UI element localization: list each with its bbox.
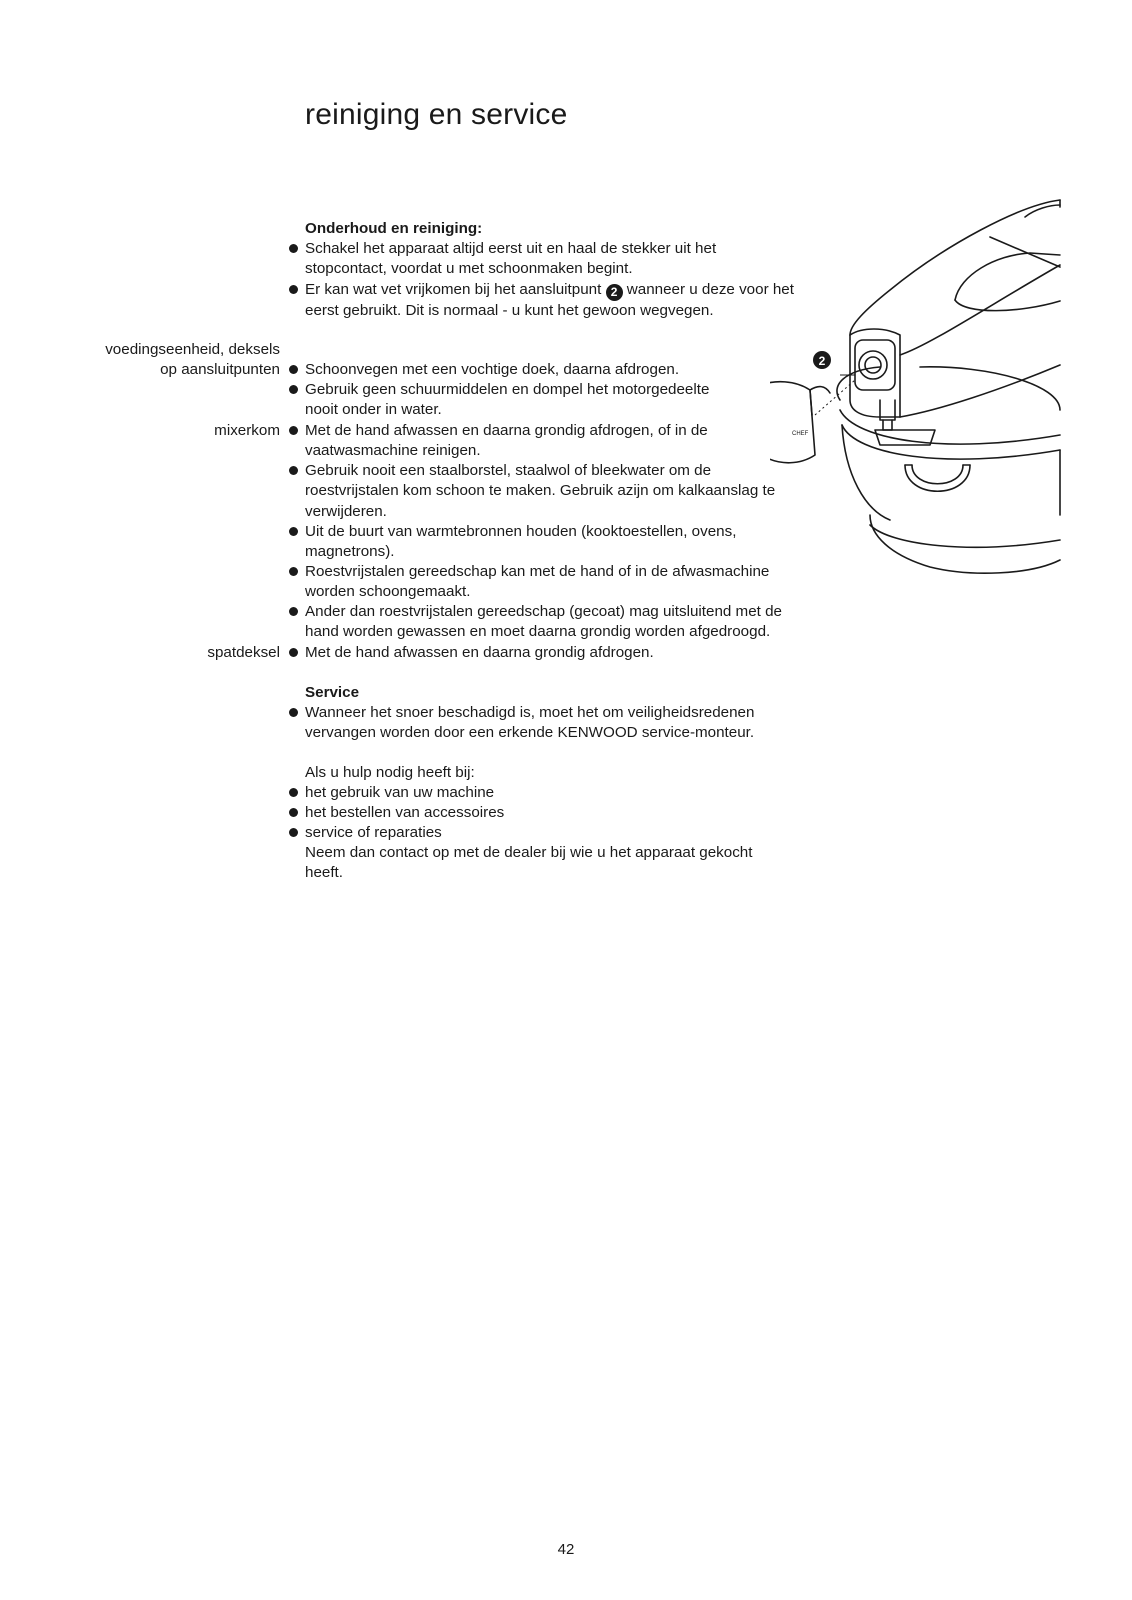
label-splash-guard: spatdeksel: [207, 644, 280, 661]
bullet: [288, 703, 300, 715]
list-item: Uit de buurt van warmtebronnen houden (kooktoestellen, ovens, magnetrons).: [305, 523, 737, 561]
closing-text: Neem dan contact op met de dealer bij wie u het apparaat gekocht heeft.: [305, 844, 753, 882]
maintenance-heading: Onderhoud en reiniging:: [305, 220, 483, 237]
bullet: [288, 461, 300, 473]
label-power-unit: voedingseenheid, deksels: [105, 341, 280, 358]
bullet: [288, 823, 300, 835]
callout-2-number: 2: [818, 354, 826, 368]
list-item: Schakel het apparaat altijd eerst uit en haal de stekker uit het stopcontact, voordat u met schoonmaken begint.: [305, 240, 717, 278]
label-power-unit-2: op aansluitpunten: [160, 361, 280, 378]
label-bowl: mixerkom: [214, 422, 280, 439]
list-item: het gebruik van uw machine: [305, 784, 495, 801]
list-item: Schoonvegen met een vochtige doek, daarna afdrogen.: [305, 361, 680, 378]
list-item: service of reparaties: [305, 824, 442, 841]
list-item: [305, 280, 805, 321]
list-item: Ander dan roestvrijstalen gereedschap (gecoat) mag uitsluitend met de hand worden gewassen en moet daarna grondig worden afgedroogd.: [305, 603, 782, 641]
list-item: Met de hand afwassen en daarna grondig afdrogen, of in de vaatwasmachine reinigen.: [305, 422, 708, 460]
bullet: [288, 783, 300, 795]
service-heading: Service: [305, 684, 360, 701]
bullet: [288, 643, 300, 655]
list-item: Gebruik geen schuurmiddelen en dompel het motorgedeelte nooit onder in water.: [305, 381, 710, 419]
list-item: Met de hand afwassen en daarna grondig afdrogen.: [305, 644, 654, 661]
stand-mixer-illustration: [770, 195, 1090, 595]
bullet: [288, 280, 300, 292]
brand-label: CHEF: [792, 431, 809, 437]
page-number: 42: [557, 1541, 575, 1558]
list-item-text: wanneer u deze voor het eerst gebruikt. Dit is normaal - u kunt het gewoon wegvegen.: [305, 281, 794, 319]
bullet: [288, 602, 300, 614]
list-item: Gebruik nooit een staalborstel, staalwol of bleekwater om de roestvrijstalen kom schoon te maken. Gebruik azijn om kalkaanslag te verwijderen.: [305, 462, 776, 520]
marker-2-icon: 2: [606, 284, 623, 301]
bullet: [288, 360, 300, 372]
list-item: het bestellen van accessoires: [305, 804, 505, 821]
help-intro: Als u hulp nodig heeft bij:: [305, 764, 475, 781]
bullet: [288, 239, 300, 251]
list-item-text: Er kan wat vet vrijkomen bij het aansluitpunt: [305, 281, 602, 298]
bullet: [288, 522, 300, 534]
bullet: [288, 803, 300, 815]
list-item: Roestvrijstalen gereedschap kan met de hand of in de afwasmachine worden schoongemaakt.: [305, 563, 770, 601]
list-item: Wanneer het snoer beschadigd is, moet het om veiligheidsredenen vervangen worden door een erkende KENWOOD service-monteur.: [305, 704, 755, 742]
bullet: [288, 562, 300, 574]
page-title: reiniging en service: [305, 98, 568, 131]
bullet: [288, 380, 300, 392]
bullet: [288, 421, 300, 433]
